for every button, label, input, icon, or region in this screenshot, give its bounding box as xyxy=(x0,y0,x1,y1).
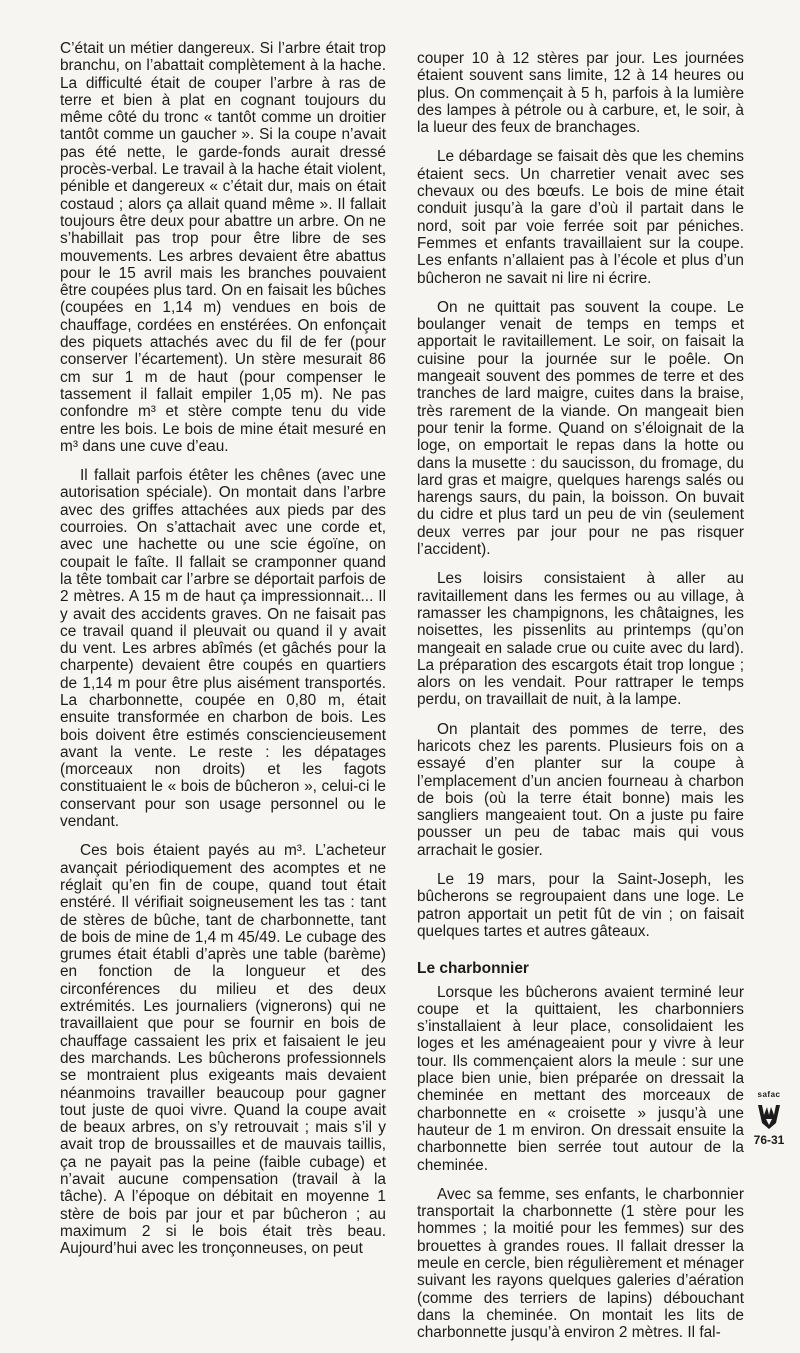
brand-name: safac xyxy=(757,1090,781,1099)
paragraph: Ces bois étaient payés au m³. L’acheteur avançait périodiquement des acomptes et ne réglait qu’en fin de coupe, quand tout était enstéré. Il vérifiait soigneusement les tas : tant de stères de bûche, tant de charbonnette, tant de bois de mine de 1,4 m 45/49. Le cubage des grumes était établi d’après une table (barème) en fonction de la longueur et des circonférences du milieu et des deux extrémités. Les journaliers (vignerons) qui ne travaillaient que pour se fournir en bois de chauffage cassaient les prix et faisaient le jeu des marchands. Les bûcherons professionnels se montraient plus exigeants mais devaient néanmoins travailler beaucoup pour gagner tout juste de quoi vivre. Quand la coupe avait de beaux arbres, on s’y retrouvait ; mais s’il y avait trop de broussailles et de mauvais taillis, ça ne payait pas la peine (faible cubage) et n’avait aucune compensation (travail à la tâche). A l’époque on débitait en moyenne 1 stère de bois par jour et par bûcheron ; au maximum 2 si le bois était très beau. Aujourd’hui avec les tronçonneuses, on peut xyxy=(60,842,386,1258)
right-column xyxy=(417,50,744,1353)
section-heading: Le charbonnier xyxy=(417,960,529,978)
paragraph: Avec sa femme, ses enfants, le charbonnier transportait la charbonnette (1 stère pour les hommes ; la moitié pour les femmes) sur des brouettes à grandes roues. Il fallait dresser la meule en cercle, bien régulièrement et ménager suivant les rayons quelques galeries d’aération (comme des terriers de lapins) débouchant dans la cheminée. On montait les lits de charbonnette jusqu’à environ 2 mètres. Il fal- xyxy=(417,1185,744,1342)
paragraph: On plantait des pommes de terre, des haricots chez les parents. Plusieurs fois on a essayé d’en planter sur la coupe à l’emplacement d’un ancien fourneau à charbon de bois (où la terre était bonne) mais les sangliers mangeaient tout. On a juste pu faire pousser un peu de tabac mais qui vous arrachait le gosier. xyxy=(417,720,744,859)
paragraph: Le 19 mars, pour la Saint-Joseph, les bûcherons se regroupaient dans une loge. Le patron apportait un petit fût de vin ; on faisait quelques tartes et autres gâteaux. xyxy=(417,871,744,940)
safac-crown-logo-icon xyxy=(756,1101,782,1131)
paragraph: couper 10 à 12 stères par jour. Les journées étaient souvent sans limite, 12 à 14 heures ou plus. On commençait à 5 h, parfois à la lumière des lampes à pétrole ou à carbure, et, le soir, à la lueur des feux de branchages. xyxy=(417,50,744,137)
paragraph: C’était un métier dangereux. Si l’arbre était trop branchu, on l’abattait complètement à la hache. La difficulté était de couper l’arbre à ras de terre et bien à plat en cognant toujours du même côté du tronc « tantôt comme un droitier tantôt comme un gaucher ». Si la coupe n’avait pas été nette, le garde-fonds aurait dressé procès-verbal. Le travail à la hache était violent, pénible et dangereux « c’était dur, mais on était costaud ; alors ça allait quand même ». Il fallait toujours être deux pour abattre un arbre. On ne s’habillait pas trop pour être libre de ses mouvements. Les arbres devaient être abattus pour le 15 avril mais les branches pouvaient être coupées plus tard. On en faisait les bûches (coupées en 1,14 m) vendues en bois de chauffage, cordées en enstérées. On enfonçait des piquets attachés avec du fil de fer (pour conserver l’écartement). Un stère mesurait 86 cm sur 1 m de haut (pour compenser le tassement il fallait empiler 1,05 m). Ne pas confondre m³ et stère compte tenu du vide entre les bois. Le bois de mine était mesuré en m³ dans une cuve d’eau. xyxy=(60,40,386,455)
paragraph: Les loisirs consistaient à aller au ravitaillement dans les fermes ou au village, à ramasser les champignons, les châtaignes, les noisettes, les pissenlits au printemps (qu’on mangeait en salade crue ou cuite avec du lard). La préparation des escargots était trop longue ; alors on les vendait. Pour rattraper le temps perdu, on travaillait de nuit, à la lampe. xyxy=(417,570,744,709)
paragraph: Il fallait parfois étêter les chênes (avec une autorisation spéciale). On montait dans l’arbre avec des griffes attachées aux pieds par des courroies. On s’attachait avec une corde et, avec une hachette ou une scie égoïne, on coupait le faîte. Il fallait se cramponner quand la tête tombait car l’arbre se déportait parfois de 2 mètres. A 15 m de haut ça impressionnait... Il y avait des accidents graves. On ne faisait pas ce travail quand il pleuvait ou quand il y avait du vent. Les arbres abîmés (et gâchés pour la charpente) devaient être coupés en quartiers de 1,14 m pour être plus aisément transportés. La charbonnette, coupée en 0,80 m, était ensuite transformée en charbon de bois. Les bois doivent être estimés consciencieusement avant la vente. Le reste : les dépatages (morceaux non droits) et les fagots constituaient le « bois de bûcheron », celui-ci le conservant pour son usage personnel ou le vendant. xyxy=(60,467,386,831)
paragraph: On ne quittait pas souvent la coupe. Le boulanger venait de temps en temps et apportait le ravitaillement. Le soir, on faisait la cuisine pour la journée sur le poêle. On mangeait souvent des pommes de terre et des tranches de lard maigre, cuites dans la braise, très rarement de la viande. On mangeait bien pour tenir la forme. Quand on s’éloignait de la loge, on emportait le repas dans la hotte ou dans la musette : du saucisson, du fromage, du lard gras et maigre, quelques harengs salés ou harengs saurs, du pain, la boisson. On buvait du cidre et plus tard un peu de vin (seulement deux verres par jour pour ne pas risquer l’accident). xyxy=(417,298,744,559)
paragraph: Le débardage se faisait dès que les chemins étaient secs. Un charretier venait avec ses chevaux ou des bœufs. Le bois de mine était conduit jusqu’à la gare d’où il partait dans le nord, soit par voie ferrée soit par péniches. Femmes et enfants travaillaient sur la coupe. Les enfants n’allaient pas à l’école et plus d’un bûcheron ne savait ni lire ni écrire. xyxy=(417,148,744,287)
page-code: 76-31 xyxy=(753,1133,785,1147)
left-column xyxy=(60,40,386,1269)
publisher-mark xyxy=(747,1090,791,1147)
paragraph: Lorsque les bûcherons avaient terminé leur coupe et la quittaient, les charbonniers s’installaient à leur place, consolidaient les loges et les aménageaient pour y vivre à leur tour. Ils commençaient alors la meule : sur une place bien unie, bien préparée on dressait la cheminée en mettant des morceaux de charbonnette en « croisette » jusqu’à une hauteur de 1 m environ. On dressait ensuite la charbonnette bien serrée tout autour de la cheminée. xyxy=(417,983,744,1174)
